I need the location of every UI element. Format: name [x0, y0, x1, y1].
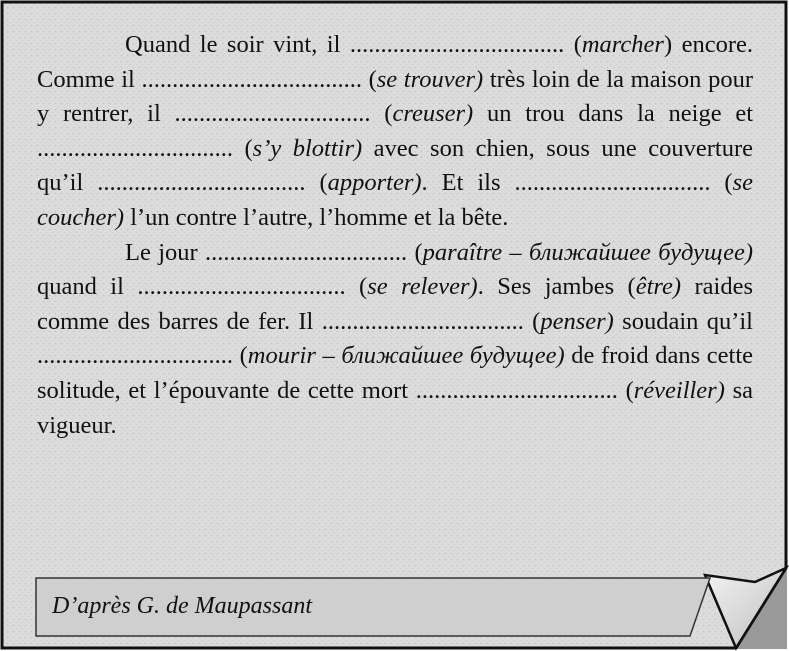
text-run: l’un contre l’autre, l’homme et la bête. [124, 203, 509, 231]
verb-hint: se coucher) [37, 169, 753, 231]
exercise-text [37, 28, 753, 443]
text-run: de froid dans cette solitude, et l’épouvante de cette mort ................................. ( [37, 342, 753, 404]
text-run: ) encore. Comme il .................................... ( [37, 31, 753, 93]
verb-hint: se relever) [367, 273, 478, 301]
verb-hint: paraître – ближайшее будущее) [422, 238, 754, 266]
verb-hint: mourir – ближайшее будущее) [247, 342, 565, 370]
verb-hint: marcher [581, 31, 664, 58]
text-run: sa vigueur. [37, 376, 753, 439]
text-run: Le jour ................................. ( [125, 238, 423, 266]
paragraph-1 [37, 28, 753, 236]
verb-hint: apporter) [327, 169, 422, 197]
verb-hint: réveiller) [633, 376, 725, 404]
verb-hint: être) [635, 273, 682, 301]
text-run: très loin de la maison pour y rentrer, il ................................ ( [37, 65, 753, 128]
verb-hint: se trouver) [376, 65, 484, 93]
text-run: avec son chien, sous une couverture qu’il .................................. ( [37, 134, 753, 197]
verb-hint: s’y blottir) [252, 134, 363, 162]
paragraph-2 [37, 236, 753, 444]
verb-hint: creuser) [392, 100, 474, 128]
text-run: . Ses jambes ( [477, 273, 636, 301]
text-run: raides comme des barres de fer. Il ................................. ( [37, 273, 753, 335]
text-run: . Et ils ................................ ( [421, 169, 733, 197]
text-run: un trou dans la neige et ................................ ( [37, 100, 754, 162]
text-run: soudain qu’il ................................ ( [37, 307, 753, 370]
text-run: Quand le soir vint, il ................................... ( [125, 31, 582, 58]
attribution: D’après G. de Maupassant [52, 593, 312, 619]
verb-hint: penser) [540, 307, 614, 335]
text-run: quand il .................................. ( [37, 273, 368, 301]
